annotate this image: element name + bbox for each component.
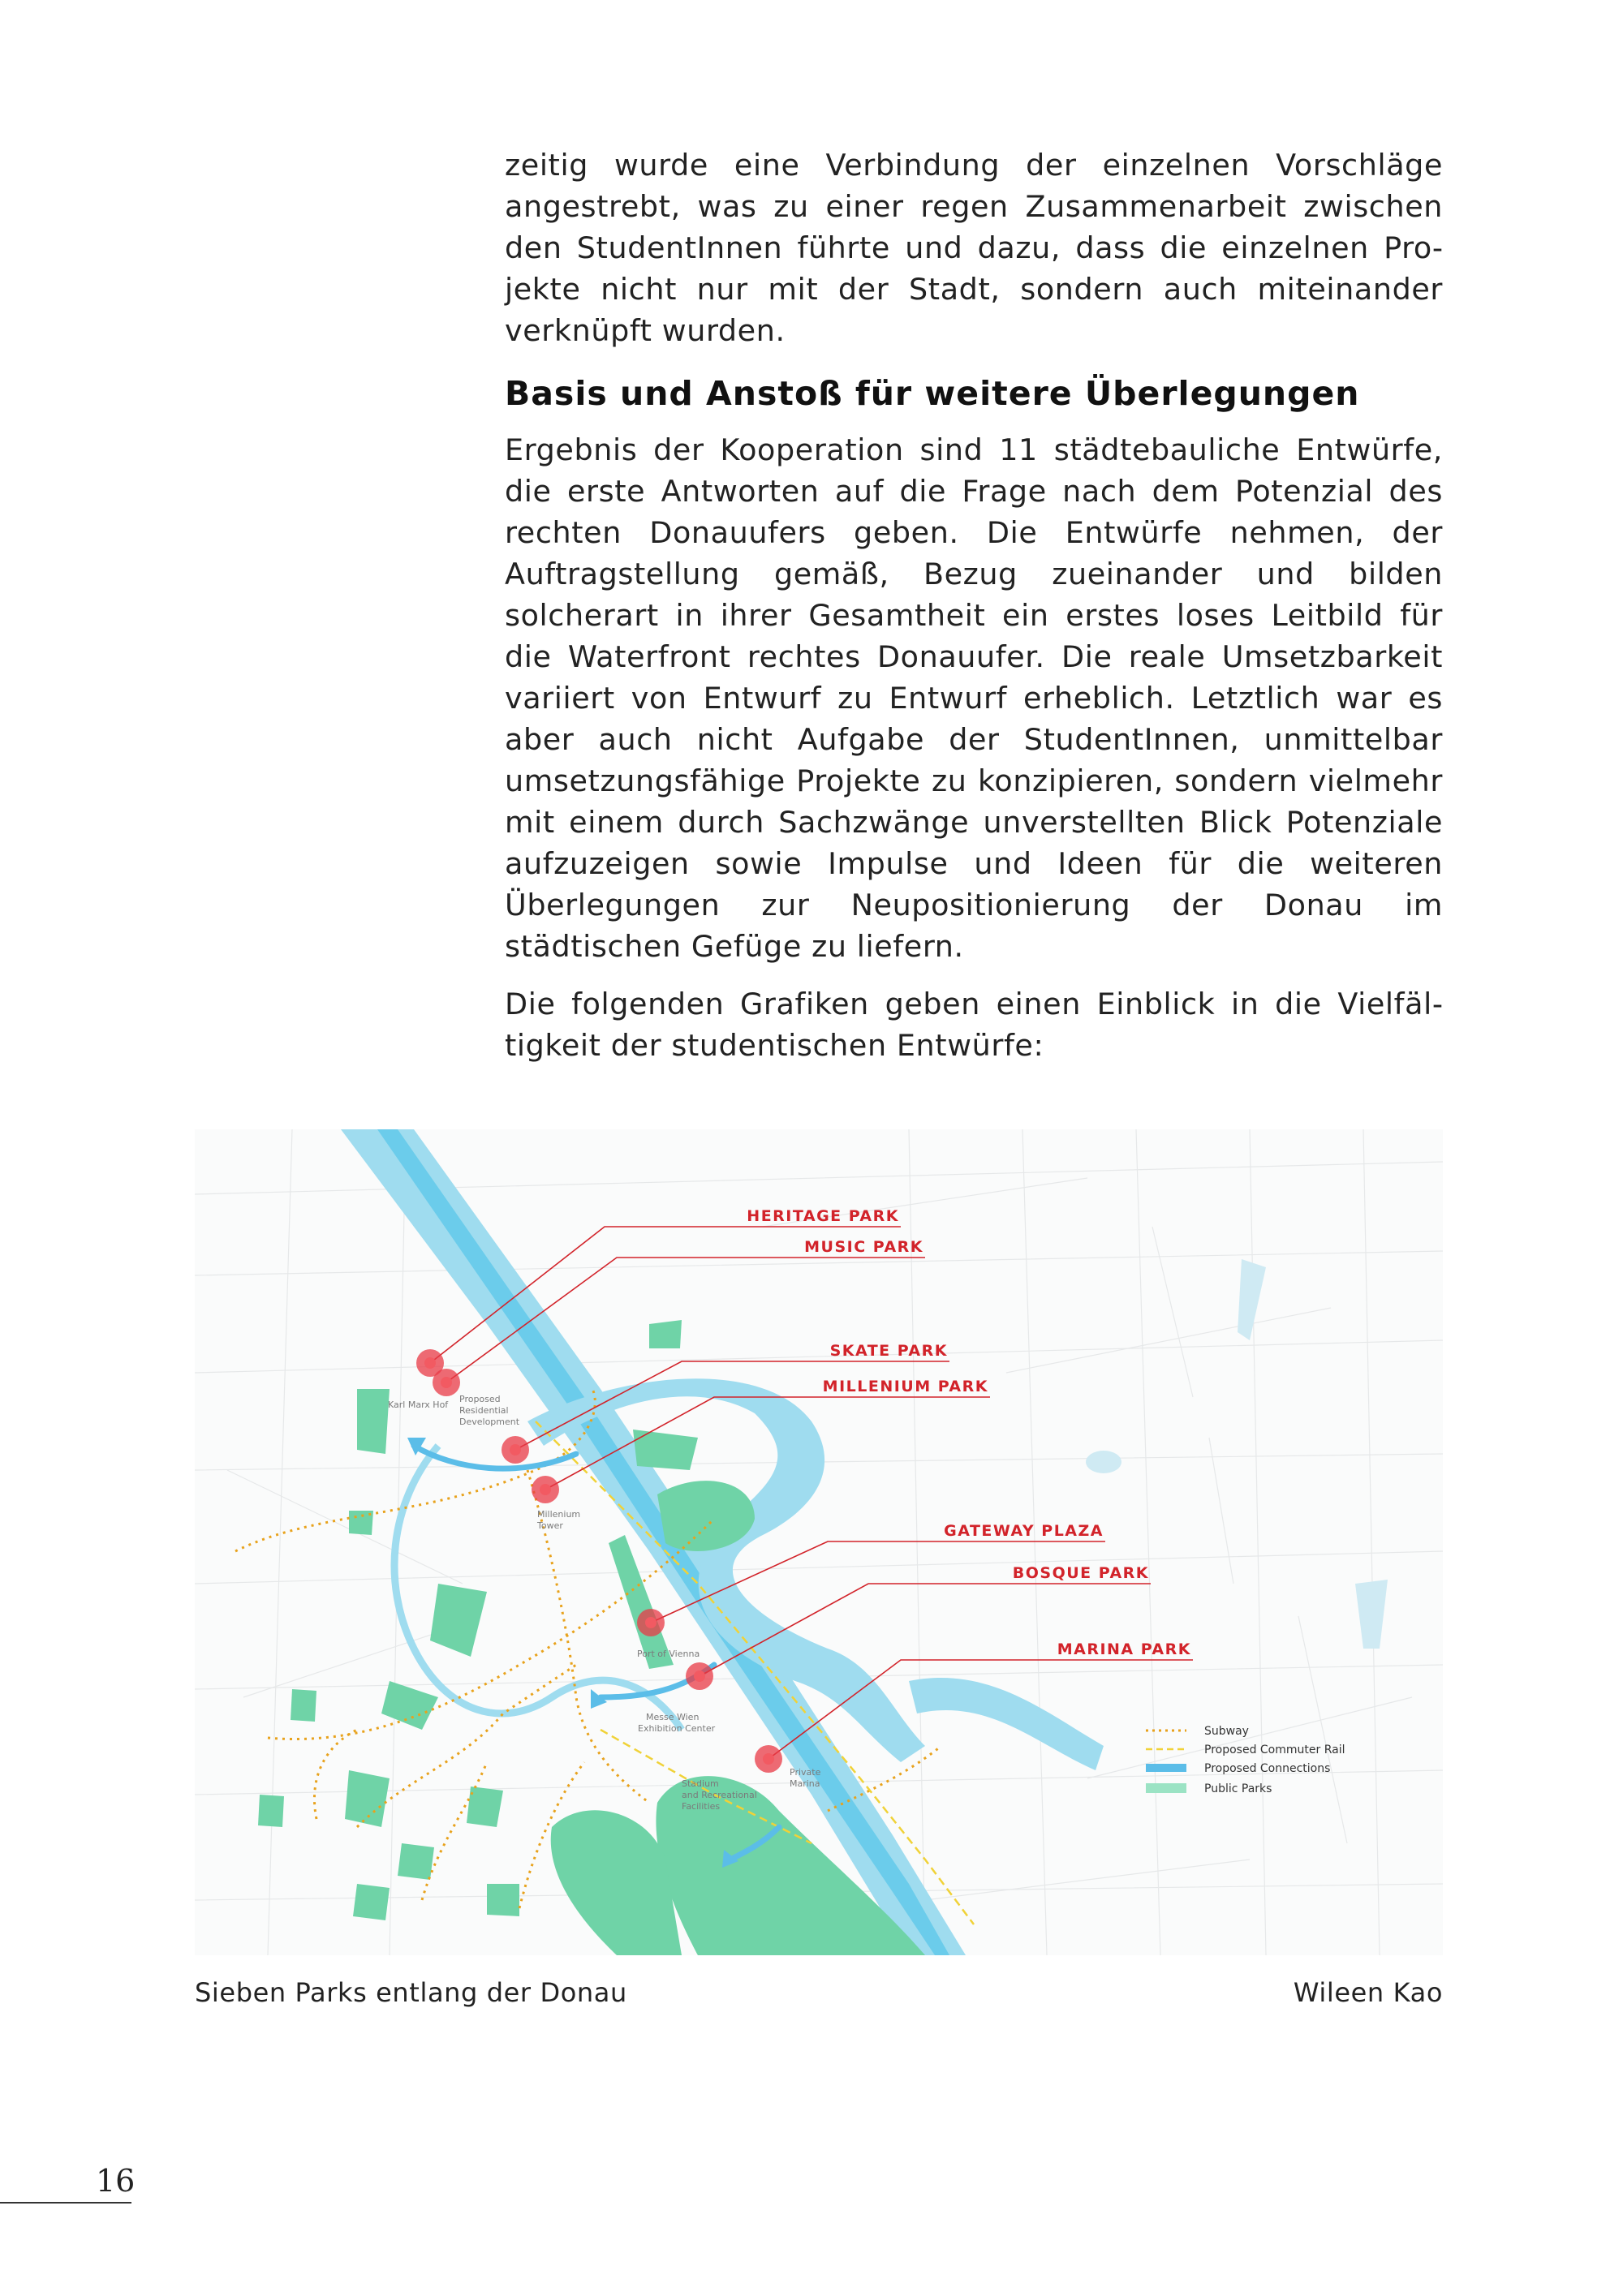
paragraph-graphics: Die folgenden Grafiken geben einen Einblick in die Vielfältigkeit der studentischen Entwürfe: <box>505 987 1443 1063</box>
park-label-music: MUSIC PARK <box>804 1238 923 1256</box>
map-legend <box>1146 1725 1345 1795</box>
label-messe-1: Messe Wien <box>646 1712 700 1722</box>
paragraph-results: Ergebnis der Kooperation sind 11 städtebauliche Entwürfe, die erste Antworten auf die Frage nach dem Potenzial des rechten Donauufers geben. Die Entwürfe nehmen, der Auftragstellung gemäß, Bezug zueinander und bilden solcherart in ihrer Gesamtheit ein erstes loses Leitbild für die Waterfront rechtes Donauufer. Die reale Umsetzbarkeit variiert von Entwurf zu Entwurf erheblich. Letztlich war es aber auch nicht Aufgabe der StudentInnen, unmittelbar umsetzungsfähige Projekte zu konzipieren, sondern vielmehr mit einem durch Sachzwänge unverstellten Blick Potenziale aufzuzeigen sowie Impulse und Ideen für die weiteren Überlegungen zur Neupositionierung der Donau im städtischen Gefüge zu liefern. <box>505 432 1443 964</box>
legend-subway: Subway <box>1204 1725 1249 1738</box>
label-messe-2: Exhibition Center <box>638 1723 716 1734</box>
parks-map <box>195 1129 1443 1955</box>
legend-connections: Proposed Connections <box>1204 1762 1331 1775</box>
background-water-bodies <box>1086 1259 1388 1649</box>
text-column <box>505 144 1443 1066</box>
label-stadium-2: and Recreational <box>682 1790 757 1800</box>
legend-swatch-connections <box>1146 1764 1186 1772</box>
label-private-1: Private <box>790 1767 821 1778</box>
section-heading: Basis und Anstoß für weitere Überlegungen <box>505 374 1360 413</box>
figure-author: Wileen Kao <box>1293 1977 1443 2008</box>
label-stadium-1: Stadium <box>682 1778 719 1789</box>
paragraph-intro: zeitig wurde eine Verbindung der einzelnen Vorschläge angestrebt, was zu einer regen Zusammenarbeit zwischen den StudentInnen führte und dazu, dass die einzelnen Projekte nicht nur mit der Stadt, sondern auch miteinander verknüpft wurden. <box>505 148 1443 348</box>
park-label-skate: SKATE PARK <box>829 1342 948 1360</box>
page-number: 16 <box>96 2163 136 2199</box>
map-figure <box>195 1129 1443 1955</box>
park-label-gateway: GATEWAY PLAZA <box>944 1522 1104 1540</box>
label-port-of-vienna: Port of Vienna <box>637 1649 700 1659</box>
legend-swatch-parks <box>1146 1783 1186 1793</box>
label-millenium-2: Tower <box>537 1520 563 1531</box>
label-karl-marx-hof: Karl Marx Hof <box>388 1400 449 1410</box>
park-label-millenium: MILLENIUM PARK <box>822 1378 988 1395</box>
page-number-rule <box>0 2202 131 2204</box>
label-residential-2: Residential <box>459 1405 509 1416</box>
legend-commuter-rail: Proposed Commuter Rail <box>1204 1743 1345 1756</box>
label-millenium-1: Millenium <box>537 1509 581 1520</box>
label-stadium-3: Facilities <box>682 1801 721 1812</box>
label-residential-3: Development <box>459 1417 520 1427</box>
figure-caption: Sieben Parks entlang der Donau <box>195 1977 627 2008</box>
park-label-marina: MARINA PARK <box>1057 1640 1191 1658</box>
label-private-2: Marina <box>790 1778 820 1789</box>
park-label-bosque: BOSQUE PARK <box>1012 1564 1149 1582</box>
park-label-heritage: HERITAGE PARK <box>747 1207 899 1225</box>
legend-parks: Public Parks <box>1204 1782 1272 1795</box>
label-residential-1: Proposed <box>459 1394 501 1404</box>
